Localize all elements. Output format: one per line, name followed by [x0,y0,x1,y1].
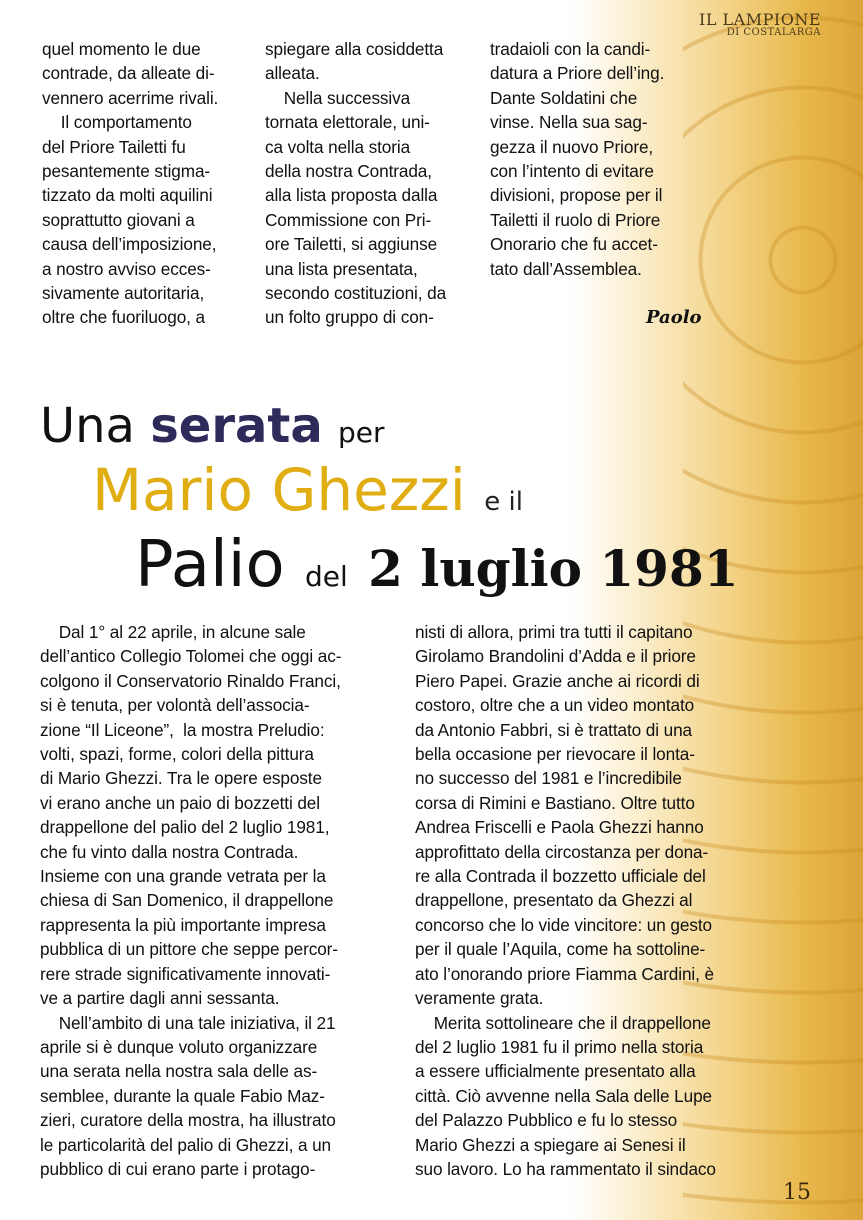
title-word-highlight: serata [150,398,323,454]
title-word: Palio [135,528,285,602]
page-number: 15 [783,1180,811,1205]
article-title-line-1 [40,398,385,454]
previous-article-column-1: quel momento le due contrade, da alleate di- vennero acerrime rivali. Il comportamento del Priore Tailetti fu pesantemente stigma- tizzato da molti aquilini soprattutto giovani a causa dell’imposizione, a nostro avviso ecces- sivamente autoritaria, oltre che fuoriluogo, a [42,39,219,328]
title-word: Una [40,398,135,454]
title-name: Mario Ghezzi [92,456,466,524]
masthead-logo [699,12,821,38]
title-date: 2 luglio 1981 [368,539,739,598]
author-signature: Paolo [646,307,702,328]
article-title-line-3 [135,528,739,602]
previous-article-column-2: spiegare alla cosiddetta alleata. Nella successiva tornata elettorale, uni- ca volta nella storia della nostra Contrada, alla lista proposta dalla Commissione con Pri- ore Tailetti, si aggiunse una lista presentata, secondo costituzioni, da un folto gruppo di con- [265,39,447,328]
title-word: e il [484,487,524,517]
masthead-title: IL LAMPIONE [699,10,821,29]
article-column-2: nisti di allora, primi tra tutti il capitano Girolamo Brandolini d’Adda e il priore Piero Papei. Grazie anche ai ricordi di costoro, oltre che a un video montato da Antonio Fabbri, si è trattato di una bella occasione per rievocare il lonta- no successo del 1981 e l’incredibile corsa di Rimini e Bastiano. Oltre tutto Andrea Friscelli e Paola Ghezzi hanno approfittato della circostanza per dona- re alla Contrada il bozzetto ufficiale del drappellone, presentato da Ghezzi al concorso che lo vide vincitore: un gesto per il quale l’Aquila, come ha sottoline- ato l’onorando priore Fiamma Cardini, è veramente grata. Merita sottolineare che il drappellone del 2 luglio 1981 fu il primo nella storia a essere ufficialmente presentato alla città. Ciò avvenne nella Sala delle Lupe del Palazzo Pubblico e fu lo stesso Mario Ghezzi a spiegare ai Senesi il suo lavoro. Lo ha rammentato il sindaco [415,622,716,1179]
previous-article-column-3: tradaioli con la candi- datura a Priore dell’ing. Dante Soldatini che vinse. Nella sua sag- gezza il nuovo Priore, con l’intento di evitare divisioni, propose per il Tailetti il ruolo di Priore Onorario che fu accet- tato dall’Assemblea. [490,39,665,279]
title-word: del [305,560,348,593]
masthead-subtitle: DI COSTALARGA [726,27,821,38]
title-word: per [338,416,385,449]
article-column-1: Dal 1° al 22 aprile, in alcune sale dell’antico Collegio Tolomei che oggi ac- colgono il Conservatorio Rinaldo Franci, si è tenuta, per volontà dell’associa- zione “Il Liceone”, la mostra Preludio: volti, spazi, forme, colori della pittura di Mario Ghezzi. Tra le opere esposte vi erano anche un paio di bozzetti del drappellone del palio del 2 luglio 1981, che fu vinto dalla nostra Contrada. Insieme con una grande vetrata per la chiesa di San Domenico, il drappellone rappresenta la più importante impresa pubblica di un pittore che seppe percor- rere strade significativamente innovati- ve a partire dagli anni sessanta. Nell’ambito di una tale iniziativa, il 21 aprile si è dunque voluto organizzare una serata nella nostra sala delle as- semblee, durante la quale Fabio Maz- zieri, curatore della mostra, ha illustrato le particolarità del palio di Ghezzi, a un pubblico di cui erano parte i protago- [40,622,342,1179]
article-title-line-2 [92,456,523,524]
